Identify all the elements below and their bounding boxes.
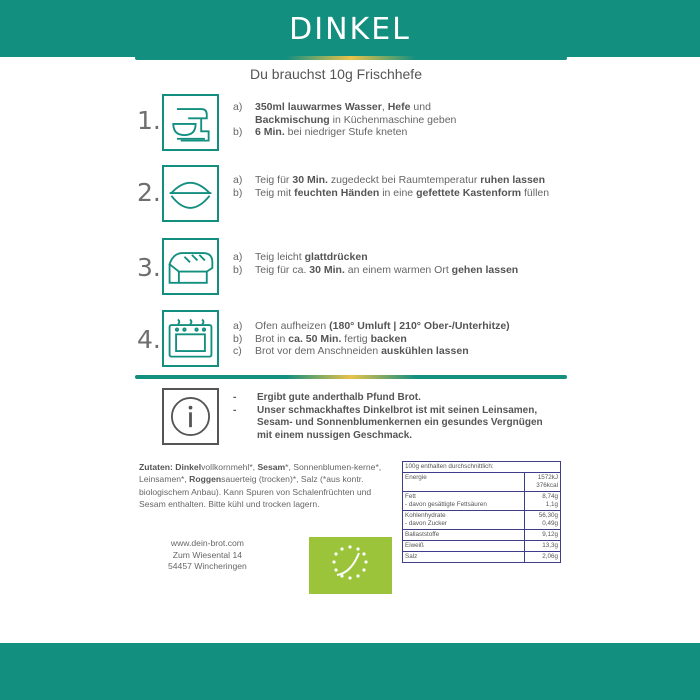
postal-city: 54457 Wincheringen: [168, 561, 247, 571]
header-bar: [0, 0, 700, 57]
street: Zum Wiesental 14: [172, 549, 243, 560]
nutrition-header: 100g enthalten durchschnittlich:: [403, 462, 561, 473]
table-row: Fett - davon gesättigte Fettsäuren 8,74g 1,1g: [403, 492, 561, 511]
page-title: DINKEL: [289, 12, 411, 47]
instruction-line: b) 6 Min. bei niedriger Stufe kneten: [233, 126, 408, 138]
subtitle: Du brauchst 10g Frischhefe: [250, 66, 422, 82]
ingredients-text: Zutaten: Dinkelvollkornmehl*, Sesam*, Sonnenblumen-kerne*, Leinsamen*, Roggensauerteig (trocken)*, Salz (*aus kontr. biologischem Anbau). Kann Spuren von Schalenfrüchten und Sesam enthalten. Bitte kühl und trocken lagern.: [139, 462, 382, 509]
instruction-line: Backmischung in Küchenmaschine geben: [255, 113, 457, 126]
nutrition-table: [402, 461, 561, 563]
step-4-instructions: [233, 320, 510, 358]
table-row: Energie 1572kJ 376kcal: [403, 473, 561, 492]
step-1-instructions: [233, 101, 456, 139]
instruction-line: a) 350ml lauwarmes Wasser, Hefe und: [233, 101, 431, 113]
step-1-number: 1.: [137, 106, 161, 135]
instruction-line: c) Brot vor dem Anschneiden auskühlen lassen: [233, 345, 469, 357]
footer-bar: [0, 643, 700, 700]
instruction-line: b) Brot in ca. 50 Min. fertig backen: [233, 332, 407, 345]
info-text: - Ergibt gute anderthalb Pfund Brot. - Unser schmackhaftes Dinkelbrot ist mit seinen Leinsamen, Sesam- und Sonnenblumenkernen ein gesundes Vergnügen mit einem nussigen Geschmack.: [233, 392, 543, 441]
step-3-number: 3.: [137, 253, 161, 282]
step-4-number: 4.: [137, 325, 161, 354]
step-3-instructions: [233, 251, 518, 276]
address-block: [168, 538, 247, 573]
table-row: Eiweiß 13,3g: [403, 541, 561, 552]
instruction-line: b) Teig mit feuchten Händen in eine gefettete Kastenform füllen: [233, 186, 550, 199]
table-row: [403, 462, 561, 473]
instruction-line: b) Teig für ca. 30 Min. an einem warmen Ort gehen lassen: [233, 263, 519, 276]
eu-organic-leaf-icon: [309, 537, 392, 594]
bread-loaf-icon: [162, 238, 219, 295]
instruction-line: a) Teig leicht glattdrücken: [233, 251, 368, 263]
instruction-line: a) Ofen aufheizen (180° Umluft | 210° Ober-/Unterhitze): [233, 320, 510, 332]
oven-icon: [162, 310, 219, 367]
table-row: Kohlenhydrate - davon Zucker 56,30g 0,49g: [403, 511, 561, 530]
covered-bowl-icon: [162, 165, 219, 222]
stand-mixer-icon: [162, 94, 219, 151]
divider-middle: [135, 375, 567, 379]
table-row: Ballaststoffe 9,12g: [403, 530, 561, 541]
divider-top: [135, 56, 567, 60]
step-2-instructions: [233, 174, 549, 199]
website: www.dein-brot.com: [170, 538, 244, 548]
step-2-number: 2.: [137, 178, 161, 207]
table-row: Salz 2,06g: [403, 552, 561, 563]
info-icon: [162, 388, 219, 445]
instruction-line: a) Teig für 30 Min. zugedeckt bei Raumtemperatur ruhen lassen: [233, 174, 546, 186]
